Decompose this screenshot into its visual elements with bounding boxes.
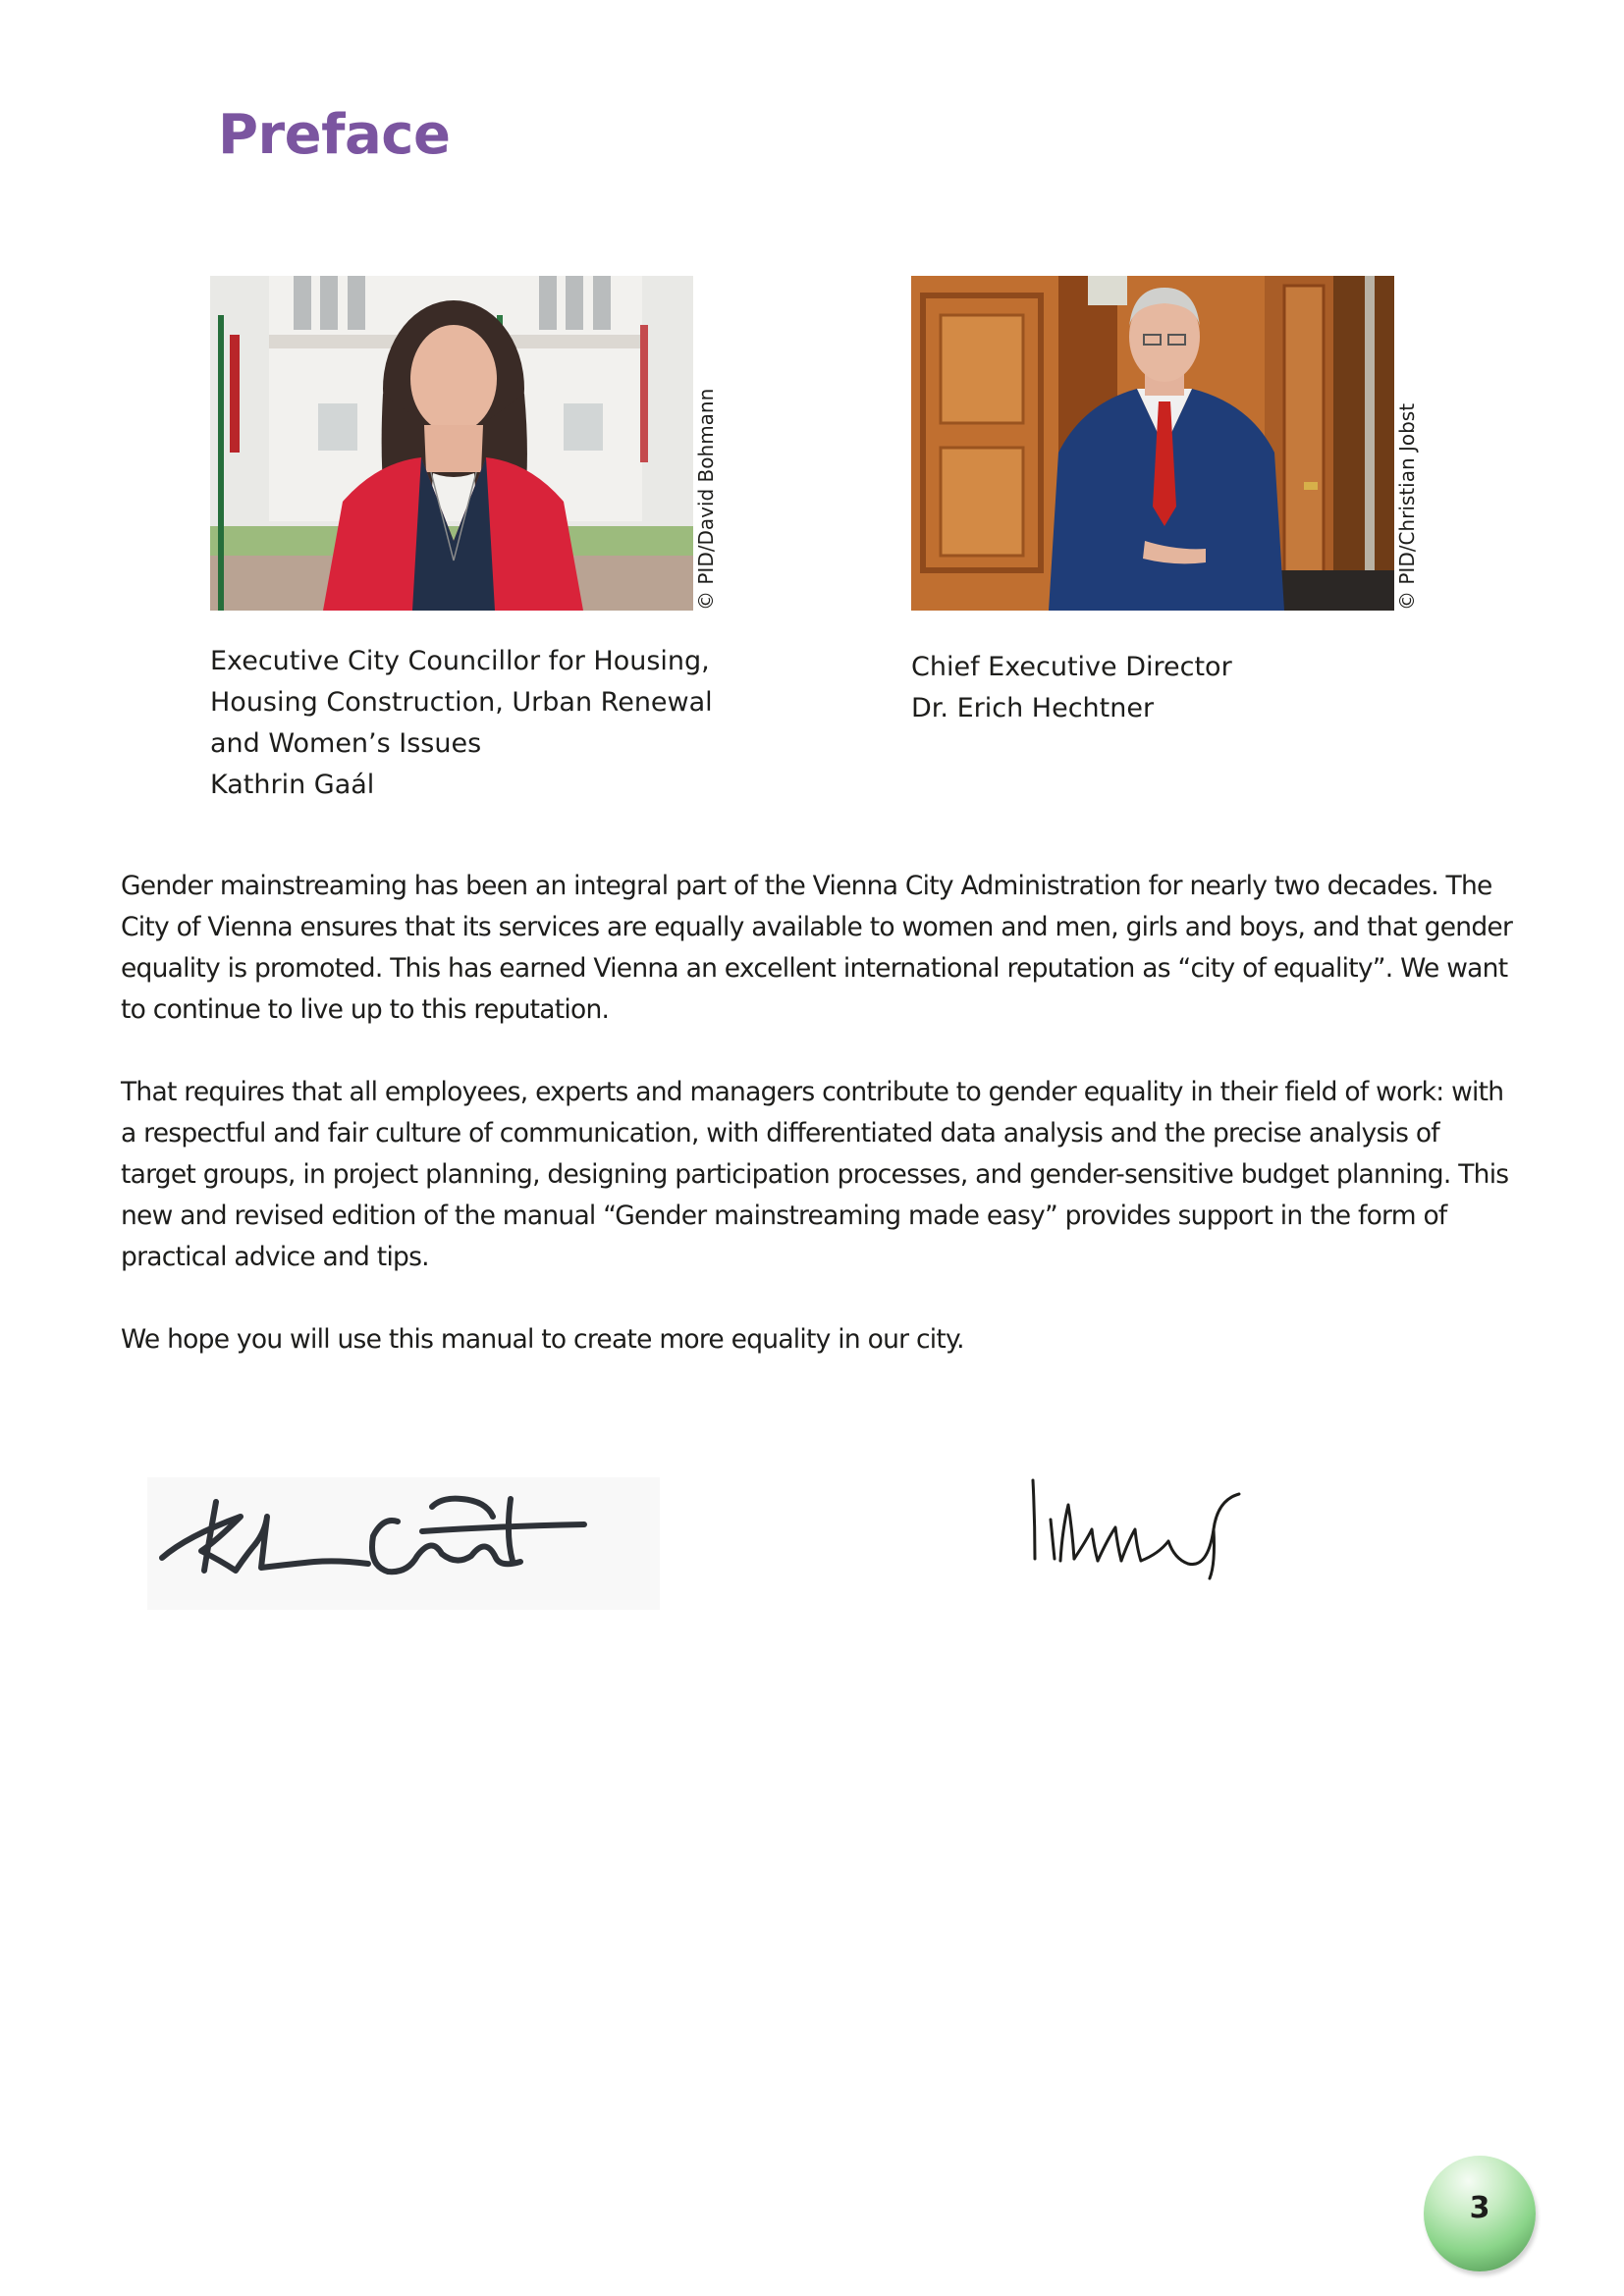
caption-line: Chief Executive Director (911, 652, 1232, 682)
councillor-caption (210, 641, 721, 806)
photo-credit-right: © PID/Christian Jobst (1395, 402, 1419, 611)
caption-line: Executive City Councillor for Housing, (210, 646, 710, 676)
page-number-badge (1424, 2156, 1536, 2271)
caption-name: Dr. Erich Hechtner (911, 693, 1155, 723)
director-caption (911, 647, 1422, 729)
page-title: Preface (218, 103, 451, 167)
page-number: 3 (1469, 2190, 1490, 2225)
preface-body (121, 866, 1515, 1402)
director-signature (1021, 1470, 1276, 1598)
councillor-portrait-photo (210, 276, 693, 611)
caption-name: Kathrin Gaál (210, 770, 375, 800)
photo-credit-left: © PID/David Bohmann (694, 388, 718, 611)
caption-line: Housing Construction, Urban Renewal (210, 687, 713, 718)
paragraph: That requires that all employees, experts and managers contribute to gender equality in their field of work: with a respectful and fair culture of communication, with differentiated data analysis and the precise analysis of target groups, in project planning, designing participation processes, and gender-sensitive budget planning. This new and revised edition of the manual “Gender mainstreaming made easy” provides support in the form of practical advice and tips. (121, 1077, 1509, 1272)
director-portrait-photo (911, 276, 1394, 611)
caption-line: and Women’s Issues (210, 728, 482, 759)
paragraph: Gender mainstreaming has been an integral part of the Vienna City Administration for nearly two decades. The City of Vienna ensures that its services are equally available to women and men, girls and boys, and that gender equality is promoted. This has earned Vienna an excellent international reputation as “city of equality”. We want to continue to live up to this reputation. (121, 871, 1513, 1025)
paragraph: We hope you will use this manual to create more equality in our city. (121, 1324, 964, 1355)
councillor-signature (147, 1477, 660, 1610)
